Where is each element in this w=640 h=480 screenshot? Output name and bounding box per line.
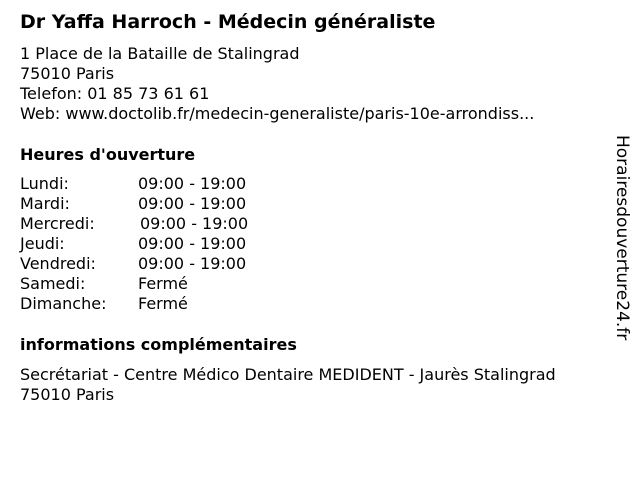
- time-value: Fermé: [138, 294, 188, 313]
- city-postal: 75010 Paris: [20, 64, 115, 83]
- time-value: 09:00 - 19:00: [138, 174, 247, 193]
- secretariat-line: Secrétariat - Centre Médico Dentaire MEDIDENT - Jaurès Stalingrad: [20, 365, 556, 384]
- day-label: Vendredi:: [20, 254, 96, 273]
- phone-number: Telefon: 01 85 73 61 61: [20, 84, 210, 103]
- day-label: Jeudi:: [20, 234, 65, 253]
- time-value: 09:00 - 19:00: [138, 234, 247, 253]
- time-value: Fermé: [138, 274, 188, 293]
- day-label: Dimanche:: [20, 294, 107, 313]
- time-value: 09:00 - 19:00: [138, 254, 247, 273]
- watermark-text: Horairesdouverture24.fr: [612, 135, 632, 341]
- time-value: 09:00 - 19:00: [140, 214, 249, 233]
- opening-hours-heading: Heures d'ouverture: [20, 145, 196, 164]
- page-title: Dr Yaffa Harroch - Médecin généraliste: [20, 11, 436, 33]
- site-watermark: [612, 135, 634, 345]
- website-link[interactable]: Web: www.doctolib.fr/medecin-generaliste/paris-10e-arrondiss...: [20, 104, 535, 123]
- day-label: Mardi:: [20, 194, 70, 213]
- time-value: 09:00 - 19:00: [138, 194, 247, 213]
- street-address: 1 Place de la Bataille de Stalingrad: [20, 44, 300, 63]
- secretariat-city: 75010 Paris: [20, 385, 115, 404]
- additional-info-block: [20, 365, 556, 405]
- day-label: Mercredi:: [20, 214, 95, 233]
- additional-info-heading: informations complémentaires: [20, 335, 297, 354]
- day-label: Lundi:: [20, 174, 69, 193]
- day-label: Samedi:: [20, 274, 86, 293]
- address-block: [20, 44, 534, 124]
